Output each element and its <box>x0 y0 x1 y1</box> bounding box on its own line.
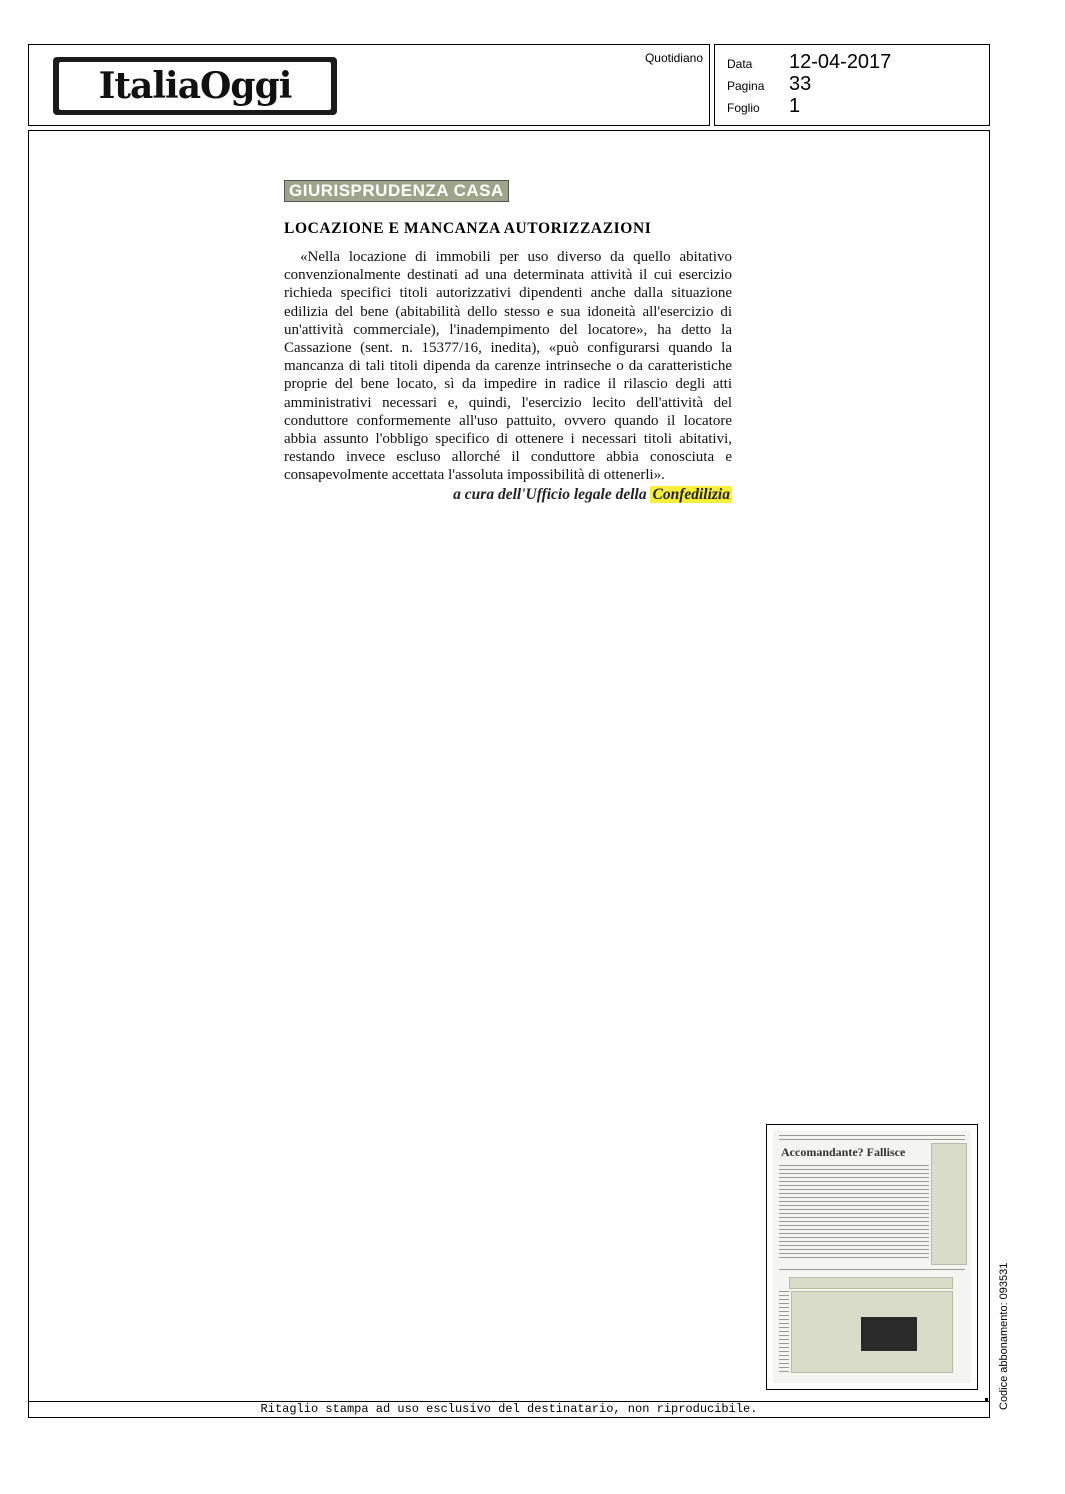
subscription-code: Codice abbonamento: 093531 <box>998 1262 1010 1410</box>
meta-label-foglio: Foglio <box>727 101 760 115</box>
meta-row-foglio <box>727 95 800 118</box>
article-credit <box>284 485 732 505</box>
credit-prefix: a cura dell'Ufficio legale della <box>453 485 647 503</box>
thumb-headline: Accomandante? Fallisce <box>781 1145 906 1159</box>
thumb-photo <box>861 1317 917 1351</box>
thumbnail-page <box>773 1131 971 1383</box>
article-body: «Nella locazione di immobili per uso diverso da quello abitativo convenzionalmente destinati ad una determinata attività il cui esercizio richieda specifici titoli autorizzativi dipendenti anche dalla situazione edilizia del bene (abitabilità dello stesso e sua idoneità all'esercizio di un'attività commerciale), l'inadempimento del locatore», ha detto la Cassazione (sent. n. 15377/16, inedita), «può configurarsi quando la mancanza di tali titoli dipenda da carenze intrinseche o da caratteristiche proprie del bene locato, sì da impedire in radice il rilascio degli atti amministrativi necessari e, quindi, l'esercizio lecito dell'attività del conduttore conformemente all'uso pattuito, ovvero quando il locatore abbia assunto l'obbligo specifico di ottenere i necessari titoli abitativi, restando invece escluso allorché il conduttore abbia conosciuta e consapevolmente accettata l'assoluta impossibilità di ottenerli». <box>284 249 732 484</box>
meta-value-pagina: 33 <box>789 73 812 95</box>
credit-highlight: Confedilizia <box>652 485 730 503</box>
meta-row-pagina <box>727 73 811 96</box>
meta-value-foglio: 1 <box>789 95 801 117</box>
meta-label-data: Data <box>727 57 753 71</box>
italiaoggi-logo <box>53 57 337 115</box>
meta-value-data: 12-04-2017 <box>789 51 892 73</box>
thumb-text-columns <box>779 1165 929 1261</box>
thumb-left-margin-lines <box>779 1291 789 1375</box>
publication-type: Quotidiano <box>644 51 703 65</box>
thumb-top-lines <box>779 1135 965 1140</box>
thumb-sidebar-box <box>931 1143 967 1265</box>
article-headline: LOCAZIONE E MANCANZA AUTORIZZAZIONI <box>284 220 652 237</box>
footer-disclaimer: Ritaglio stampa ad uso esclusivo del destinatario, non riproducibile. <box>28 1401 990 1417</box>
thumb-subhead-box <box>789 1277 953 1289</box>
article <box>284 180 732 505</box>
thumb-divider-lines <box>779 1269 965 1273</box>
corner-mark <box>985 1398 988 1401</box>
section-tag: GIURISPRUDENZA CASA <box>284 180 509 202</box>
meta-row-data <box>727 51 891 74</box>
meta-label-pagina: Pagina <box>727 79 765 93</box>
header-masthead <box>28 44 710 126</box>
logo-text: ItaliaOggi <box>59 62 331 110</box>
header-meta <box>714 44 990 126</box>
page-thumbnail <box>766 1124 978 1390</box>
